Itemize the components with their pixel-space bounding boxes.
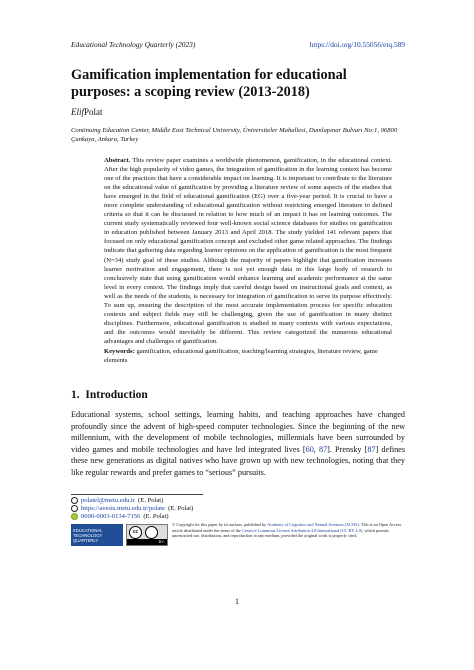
citation-link[interactable]: 87 bbox=[367, 444, 376, 454]
footer-logos bbox=[71, 524, 168, 546]
intro-text-3: ] defines these new generations as digital natives who have grown up with new technologies, noting that they like regular rewards and prefer games to “serious” pursuits. bbox=[71, 444, 406, 477]
citation-separator: , bbox=[313, 444, 319, 454]
license-text-1: © Copyright for this paper by its authors, published by bbox=[172, 522, 267, 527]
keywords-text: gamification, educational gamification, teaching/learning strategies, literature review, game elements bbox=[104, 348, 378, 364]
doi-link[interactable]: https://doi.org/10.55056/etq.589 bbox=[309, 40, 405, 49]
footnote-orcid bbox=[71, 513, 169, 520]
email-icon bbox=[71, 497, 78, 504]
publisher-link[interactable]: Academy of Cognitive and Natural Sciences (ACNS) bbox=[267, 522, 359, 527]
journal-logo: EDUCATIONAL TECHNOLOGY QUARTERLY bbox=[71, 524, 123, 546]
web-suffix: (E. Polat) bbox=[168, 505, 194, 512]
intro-text-2: ]. Prensky [ bbox=[327, 444, 368, 454]
paper-title: Gamification implementation for educational purposes: a scoping review (2013-2018) bbox=[71, 67, 347, 100]
abstract-label: Abstract. bbox=[104, 157, 131, 164]
section-number: 1. bbox=[71, 389, 80, 401]
cc-by-label: BY bbox=[127, 539, 167, 545]
license-text-2: . This is an Open Access article distributed under the terms of the bbox=[172, 522, 402, 533]
journal-name: Educational Technology Quarterly (2023) bbox=[71, 40, 196, 49]
keywords bbox=[104, 347, 392, 365]
footnote-web bbox=[71, 505, 193, 512]
email-link[interactable]: polatel@metu.edu.tr bbox=[81, 497, 136, 504]
author-name bbox=[71, 107, 103, 117]
page-number: 1 bbox=[235, 597, 239, 606]
cc-license-link[interactable]: Creative Commons License Attribution 4.0 International (CC BY 4.0) bbox=[242, 527, 363, 533]
globe-icon bbox=[71, 505, 78, 512]
section-title: Introduction bbox=[85, 389, 148, 401]
footnote-rule bbox=[71, 494, 203, 495]
intro-paragraph bbox=[71, 409, 405, 478]
abstract bbox=[104, 156, 392, 346]
citation-link[interactable]: 87 bbox=[318, 444, 328, 454]
web-link[interactable]: https://avesis.metu.edu.tr/polate bbox=[81, 505, 166, 512]
footnote-email bbox=[71, 497, 163, 504]
keywords-label: Keywords: bbox=[104, 348, 135, 355]
author-affiliation: Continuing Education Center, Middle East Technical University, Üniversiteler Mahallesi, Dumlupınar Bulvarı No:1, 06800 Çankaya, Ankara, Turkey bbox=[71, 127, 398, 143]
license-notice bbox=[172, 522, 408, 539]
attribution-icon bbox=[145, 526, 158, 539]
cc-by-badge[interactable] bbox=[126, 524, 168, 546]
running-header bbox=[71, 40, 405, 49]
email-suffix: (E. Polat) bbox=[138, 497, 164, 504]
citation-link[interactable]: 60 bbox=[305, 444, 314, 454]
cc-icon: cc bbox=[129, 526, 142, 539]
orcid-icon bbox=[71, 513, 78, 520]
orcid-suffix: (E. Polat) bbox=[143, 513, 169, 520]
abstract-text: This review paper examines a worldwide phenomenon, gamification, in the educational context. After the high popularity of video games, the integration of gamification in the learning context has become one of the practices that have a considerable impact on learning. It is important to contribute to the literature on the educational value of gamification by providing a literature review of some aspects of the studies that have emerged in the field of educational gamification (EG) over a five-year period. It is crucial to have a more complete understanding of educational gamification without restricting emerged literature to defined criteria so that it can be discussed in relation to how much of an impact it has on learning outcomes. The current study systematically reviewed four well-known social science databases for studies on gamification in education published between January 2013 and April 2018. The study yielded 141 relevant papers that focused on only educational gamification concept and excluded other game related approaches. The findings indicate that gathering data regarding learner opinions on the application of gamification is the most frequent (N=34) study goal of these studies. Although the majority of papers highlight that gamification increases learner motivation and engagement, there is not yet enough data in this large body of research to conclusively state that using gamification would enhance learning and academic performance at the same level in every context. The findings imply that careful design based on instructional goals and context, as well as the needs of the students, is necessary for integration of gamification to serve its purpose effectively. To sum up, ensuring the description of the most accurate implementation process for specific education contexts and subject fields may still be challenging, given the use of gamification in many distinct disciplines. Furthermore, educational gamification is studied in many contexts with various expectations, and the outcomes would inevitably be different. This review categorized the numerous educational advantages and challenges of gamification. bbox=[104, 157, 392, 345]
orcid-link[interactable]: 0000-0003-0134-7156 bbox=[81, 513, 141, 520]
license-text-3: , which permits unrestricted use, distribution, and reproduction in any medium, provided the original work is properly cited. bbox=[172, 527, 389, 539]
author-family-name: Polat bbox=[84, 107, 103, 117]
intro-text-1: Educational systems, school settings, learning habits, and teaching approaches have changed profoundly since the advent of high-speed computer technologies. Since the beginning of the new millennium, with the development of mobile technologies, millennials have been surrounded by video games and mobile technologies and have led integrated lives [ bbox=[71, 410, 405, 454]
section-heading bbox=[71, 389, 148, 401]
author-given-name: Elif bbox=[71, 107, 84, 117]
